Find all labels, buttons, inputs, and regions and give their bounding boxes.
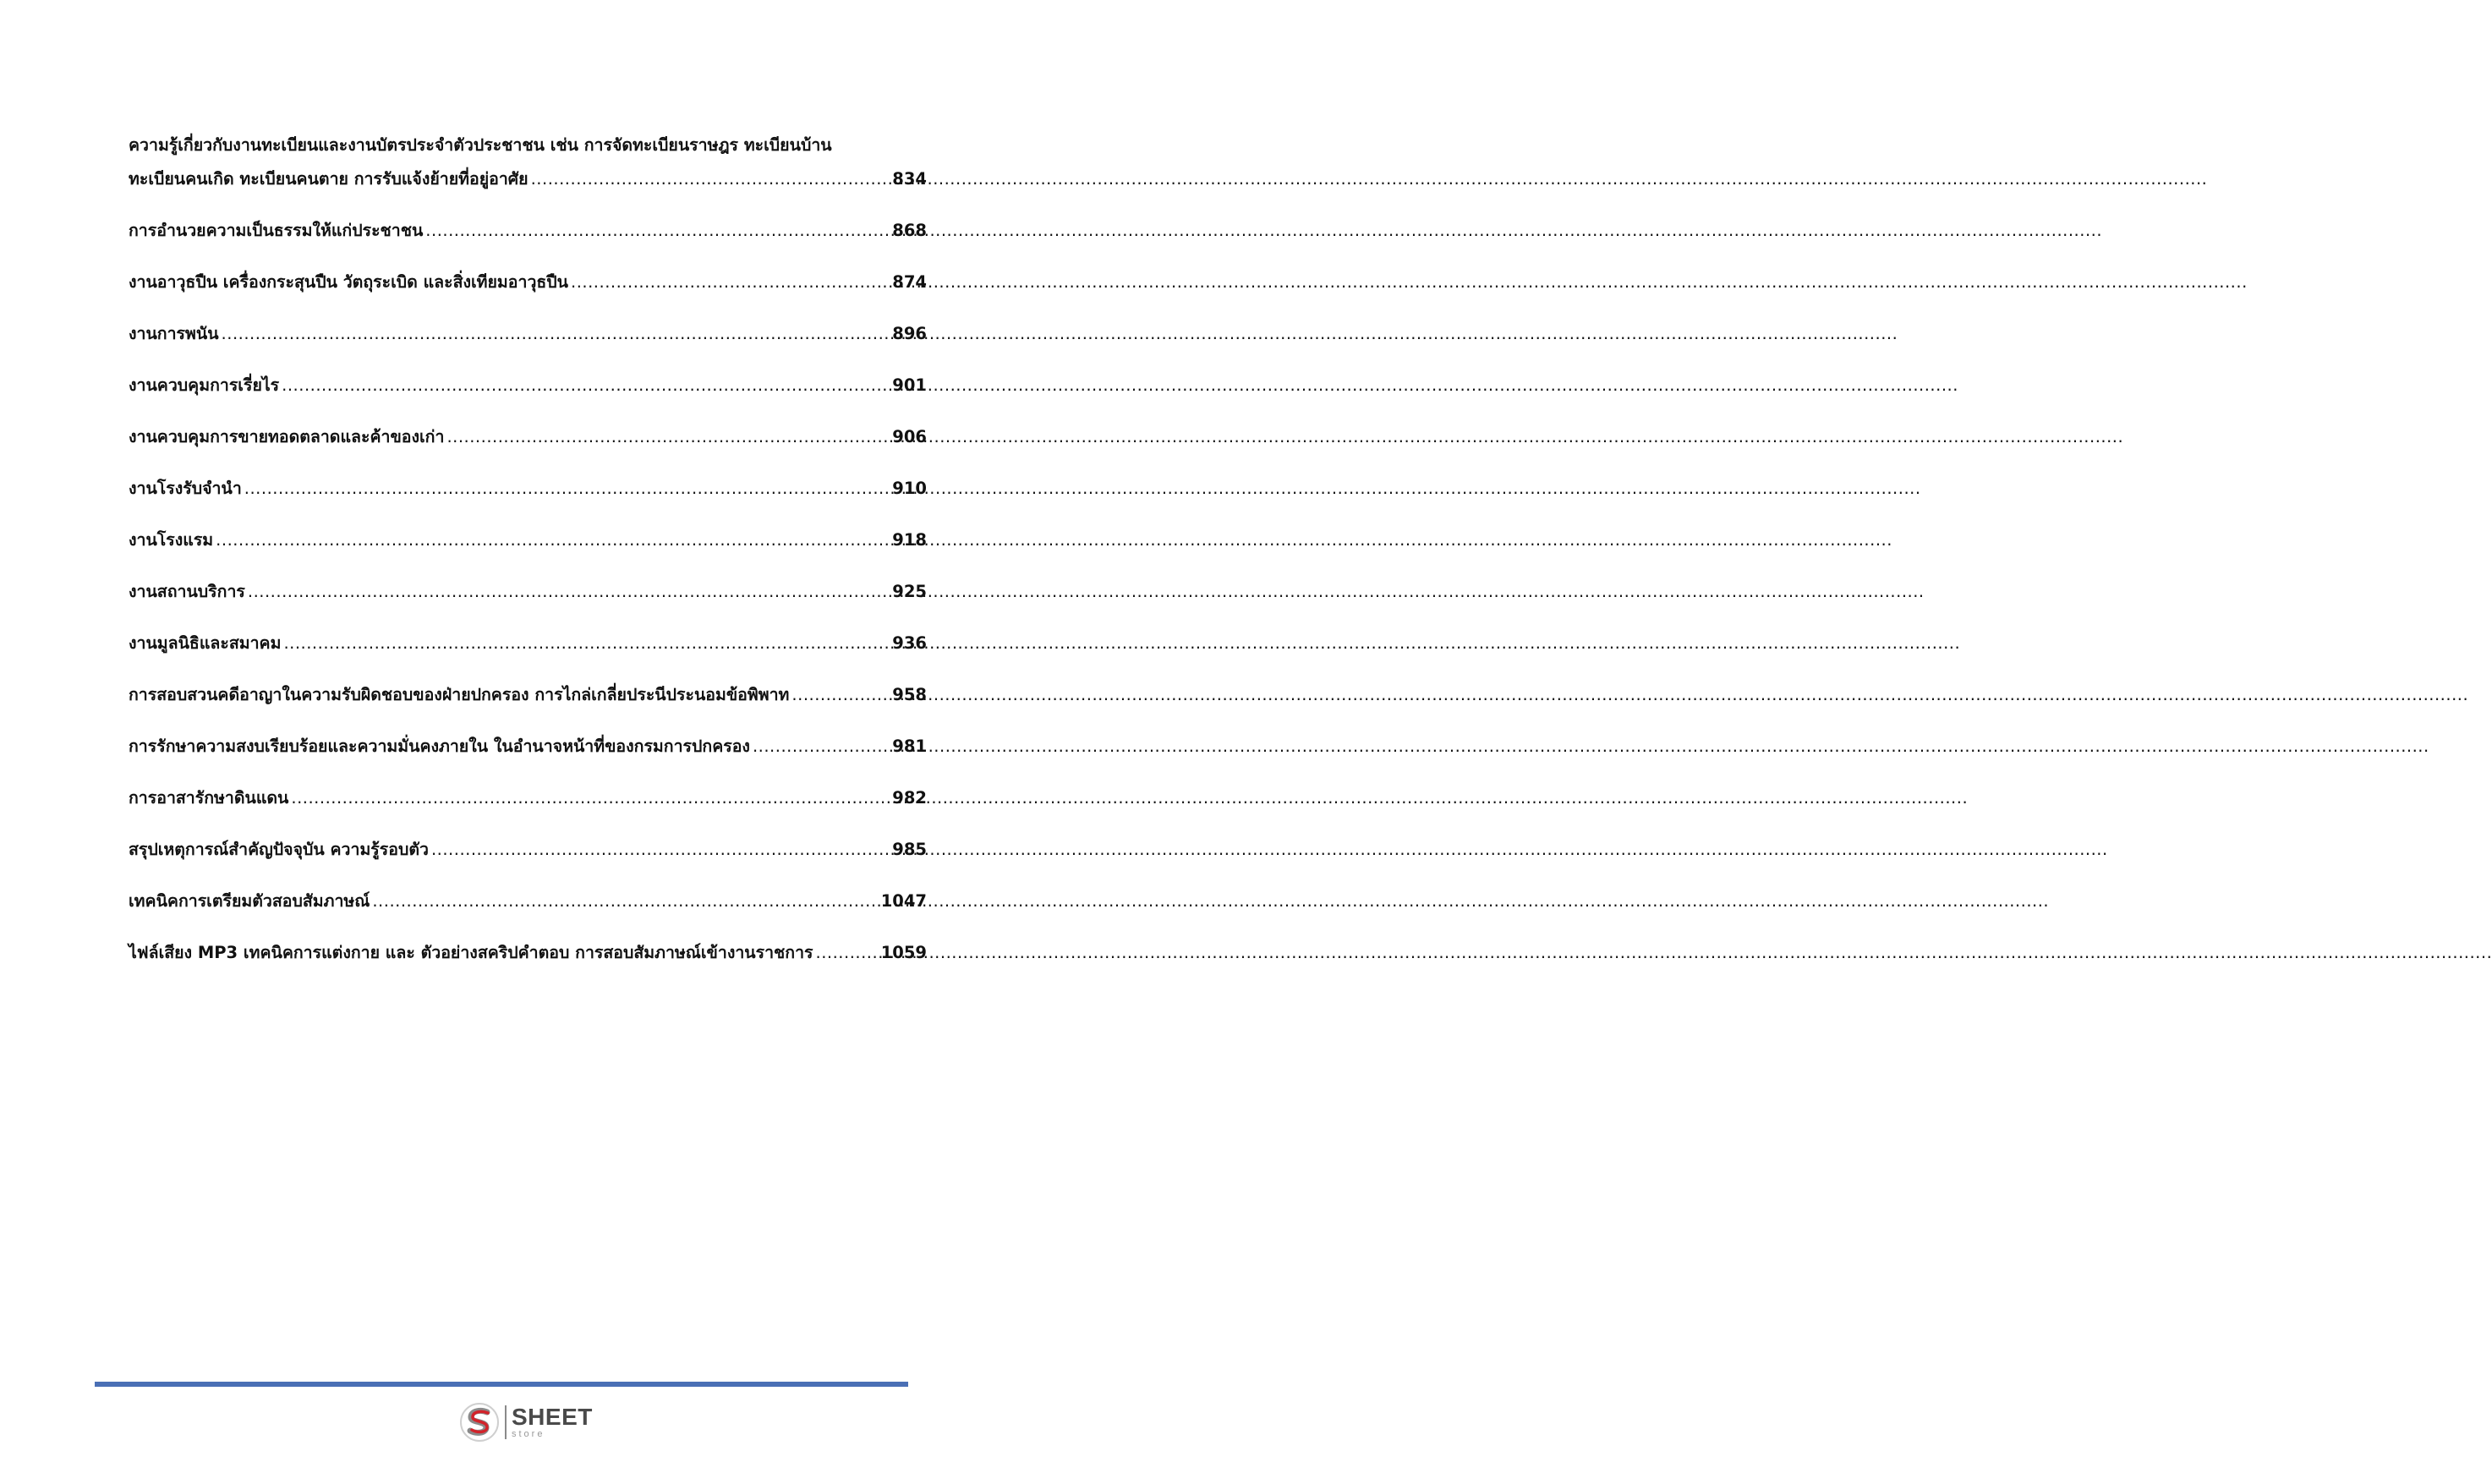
logo-main-text: SHEET [512, 1404, 593, 1430]
toc-entry-title-line2: ทะเบียนคนเกิด ทะเบียนคนตาย การรับแจ้งย้ายที่อยู่อาศัย [129, 169, 529, 189]
toc-entry[interactable] [129, 369, 927, 402]
toc-leader-dots [372, 884, 878, 918]
toc-page-number: 985 [892, 840, 927, 859]
toc-leader-dots [791, 678, 890, 712]
toc-leader-dots [753, 730, 890, 764]
toc-page-number: 1059 [880, 943, 927, 962]
table-of-contents [129, 129, 927, 988]
toc-leader-dots [291, 781, 890, 815]
toc-entry-title: งานสถานบริการ [129, 582, 245, 601]
toc-page-number: 901 [892, 375, 927, 395]
sheet-store-logo-icon [459, 1402, 500, 1443]
toc-entry-title: งานควบคุมการขายทอดตลาดและค้าของเก่า [129, 427, 445, 446]
toc-entry-title: ไฟล์เสียง MP3 เทคนิคการแต่งกาย และ ตัวอย่างสคริปคำตอบ การสอบสัมภาษณ์เข้างานราชการ [129, 943, 813, 962]
toc-leader-dots [431, 833, 890, 867]
toc-entry-title: การอาสารักษาดินแดน [129, 788, 289, 808]
toc-entry-title: การรักษาความสงบเรียบร้อยและความมั่นคงภายใน ในอำนาจหน้าที่ของกรมการปกครอง [129, 737, 750, 756]
toc-entry-title: งานโรงแรม [129, 530, 214, 550]
toc-page-number: 896 [892, 324, 927, 343]
toc-entry-title: สรุปเหตุการณ์สำคัญปัจจุบัน ความรู้รอบตัว [129, 840, 429, 859]
toc-entry-title: งานโรงรับจำนำ [129, 479, 242, 498]
toc-page-number: 906 [892, 427, 927, 446]
toc-leader-dots [216, 523, 890, 557]
toc-entry-title: งานมูลนิธิและสมาคม [129, 633, 282, 653]
toc-page-number: 874 [892, 272, 927, 292]
toc-entry[interactable] [129, 266, 927, 299]
sheet-store-logo [459, 1402, 593, 1443]
toc-entry[interactable] [129, 781, 927, 815]
toc-leader-dots [283, 627, 890, 660]
toc-page-number: 834 [892, 169, 927, 189]
toc-leader-dots [244, 472, 890, 506]
toc-entry[interactable] [129, 627, 927, 660]
toc-leader-dots [282, 369, 890, 402]
toc-entry[interactable] [129, 730, 927, 764]
toc-leader-dots [248, 575, 890, 609]
toc-entry-title-line1: ความรู้เกี่ยวกับงานทะเบียนและงานบัตรประจำตัวประชาชน เช่น การจัดทะเบียนราษฎร ทะเบียนบ้าน [129, 135, 832, 155]
toc-entry-title: การสอบสวนคดีอาญาในความรับผิดชอบของฝ่ายปกครอง การไกล่เกลี่ยประนีประนอมข้อพิพาท [129, 685, 790, 704]
toc-leader-dots [222, 317, 890, 351]
toc-page-number: 868 [892, 221, 927, 240]
toc-entry[interactable] [129, 317, 927, 351]
toc-entry-title: งานอาวุธปืน เครื่องกระสุนปืน วัตถุระเบิด และสิ่งเทียมอาวุธปืน [129, 272, 569, 292]
toc-page-number: 936 [892, 633, 927, 653]
toc-page-number: 1047 [880, 891, 927, 911]
toc-entry[interactable] [129, 884, 927, 918]
toc-entry[interactable] [129, 472, 927, 506]
toc-entry[interactable] [129, 678, 927, 712]
toc-leader-dots [816, 936, 879, 970]
toc-entry[interactable] [129, 420, 927, 454]
toc-entry[interactable] [129, 833, 927, 867]
logo-sub-text: store [512, 1429, 545, 1439]
toc-entry-title: งานการพนัน [129, 324, 219, 343]
toc-page-number: 981 [892, 737, 927, 756]
toc-page-number: 925 [892, 582, 927, 601]
toc-entry[interactable] [129, 936, 927, 970]
logo-wordmark [512, 1405, 593, 1439]
logo-divider [505, 1405, 507, 1439]
toc-page-number: 918 [892, 530, 927, 550]
footer-rule [95, 1382, 908, 1387]
toc-entry[interactable] [129, 523, 927, 557]
toc-entry[interactable] [129, 214, 927, 248]
toc-entry[interactable] [129, 575, 927, 609]
toc-leader-dots [531, 162, 890, 196]
toc-entry-title: เทคนิคการเตรียมตัวสอบสัมภาษณ์ [129, 891, 370, 911]
toc-entry-title: การอำนวยความเป็นธรรมให้แก่ประชาชน [129, 221, 424, 240]
toc-entry[interactable] [129, 129, 927, 196]
toc-page-number: 982 [892, 788, 927, 808]
toc-leader-dots [425, 214, 890, 248]
toc-leader-dots [571, 266, 890, 299]
toc-page-number: 958 [892, 685, 927, 704]
toc-page-number: 910 [892, 479, 927, 498]
toc-entry-title: งานควบคุมการเรี่ยไร [129, 375, 280, 395]
toc-leader-dots [446, 420, 890, 454]
